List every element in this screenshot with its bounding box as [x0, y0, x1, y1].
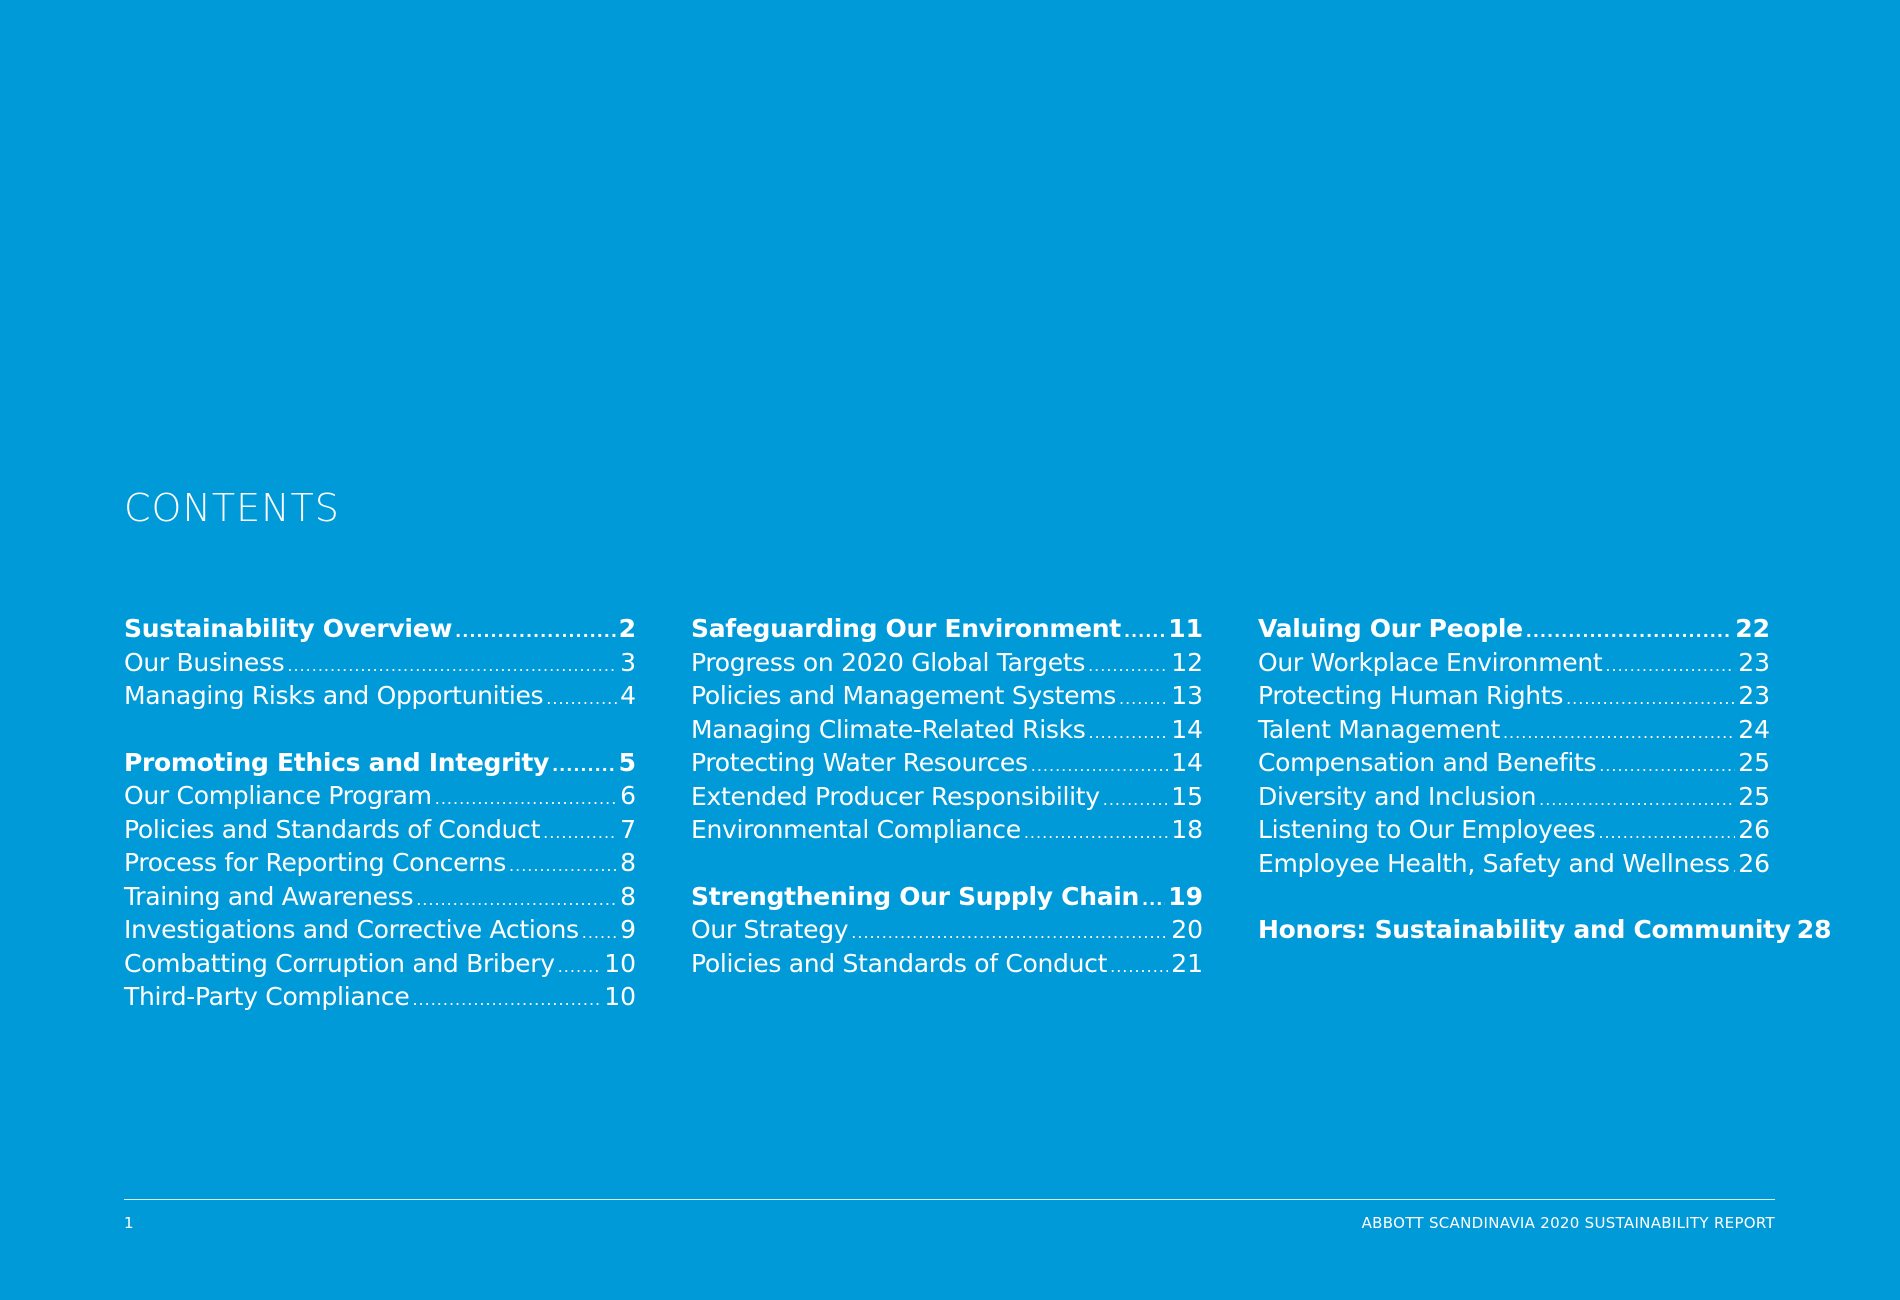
dot-leader [1539, 783, 1735, 817]
toc-column [691, 612, 1203, 1013]
dot-leader [435, 782, 617, 816]
toc-entry[interactable] [691, 947, 1203, 981]
toc-entry-label: Third-Party Compliance [124, 982, 410, 1011]
dot-leader [509, 849, 617, 883]
dot-leader [1526, 615, 1732, 649]
toc-entry[interactable] [691, 646, 1203, 680]
toc-entry-page-number: 14 [1171, 714, 1203, 744]
toc-entry[interactable] [124, 947, 636, 981]
toc-entry-label: Employee Health, Safety and Wellness [1258, 848, 1730, 878]
toc-entry-label: Honors: Sustainability and Community [1258, 915, 1791, 944]
toc-entry-label: Our Business [124, 647, 285, 677]
dot-leader [558, 950, 601, 984]
toc-column [1258, 612, 1832, 980]
toc-entry-page-number: 10 [604, 982, 636, 1011]
toc-entry-label: Managing Climate-Related Risks [691, 714, 1086, 744]
toc-entry-page-number: 23 [1738, 681, 1770, 710]
toc-section-heading[interactable] [124, 612, 636, 646]
toc-section-heading[interactable] [1258, 913, 1832, 947]
toc-entry[interactable] [1258, 646, 1770, 680]
toc-entry-label: Policies and Standards of Conduct [691, 948, 1108, 978]
toc-entry-label: Diversity and Inclusion [1258, 781, 1537, 811]
toc-entry[interactable] [124, 880, 636, 914]
toc-entry-page-number: 3 [620, 647, 636, 677]
toc-entry-label: Safeguarding Our Environment [691, 614, 1121, 643]
toc-entry-page-number: 23 [1738, 647, 1770, 677]
dot-leader [1605, 649, 1735, 683]
toc-entry[interactable] [1258, 780, 1770, 814]
toc-entry-page-number: 24 [1738, 714, 1770, 744]
toc-entry-label: Our Compliance Program [124, 781, 432, 810]
footer-page-number: 1 [124, 1214, 134, 1232]
toc-entry-label: Process for Reporting Concerns [124, 848, 507, 877]
toc-entry[interactable] [1258, 713, 1770, 747]
toc-entry-label: Environmental Compliance [691, 815, 1021, 844]
toc-section [1258, 913, 1832, 947]
dot-leader [1103, 783, 1168, 817]
dot-leader [1599, 749, 1735, 783]
toc-entry[interactable] [124, 679, 636, 713]
dot-leader [1024, 816, 1168, 850]
dot-leader [455, 615, 615, 649]
toc-entry[interactable] [691, 913, 1203, 947]
dot-leader [582, 916, 617, 950]
toc-entry-page-number: 25 [1738, 781, 1770, 811]
toc-entry[interactable] [124, 913, 636, 947]
toc-entry-label: Sustainability Overview [124, 614, 453, 643]
toc-entry-label: Investigations and Corrective Actions [124, 915, 579, 944]
footer-report-title: ABBOTT SCANDINAVIA 2020 SUSTAINABILITY REPORT [1361, 1214, 1775, 1232]
dot-leader [1598, 816, 1735, 850]
toc-column [124, 612, 636, 1047]
dot-leader [1119, 682, 1168, 716]
toc-entry[interactable] [691, 813, 1203, 847]
toc-entry-page-number: 22 [1735, 614, 1770, 643]
toc-entry-label: Training and Awareness [124, 881, 414, 911]
toc-entry-label: Listening to Our Employees [1258, 815, 1596, 844]
toc-entry-page-number: 14 [1171, 748, 1203, 777]
dot-leader [1031, 749, 1168, 783]
dot-leader [552, 749, 616, 783]
toc-entry-label: Policies and Management Systems [691, 681, 1116, 710]
toc-entry[interactable] [691, 746, 1203, 780]
dot-leader [1503, 716, 1735, 750]
toc-entry-label: Our Workplace Environment [1258, 647, 1603, 677]
toc-entry-label: Strengthening Our Supply Chain [691, 881, 1140, 911]
dot-leader [1733, 850, 1736, 884]
toc-entry[interactable] [691, 679, 1203, 713]
toc-entry-page-number: 2 [618, 614, 636, 643]
toc-entry-page-number: 6 [620, 781, 636, 810]
toc-entry[interactable] [124, 779, 636, 813]
toc-entry-page-number: 7 [620, 814, 636, 844]
toc-entry-page-number: 8 [620, 848, 636, 877]
dot-leader [851, 916, 1168, 950]
dot-leader [1124, 615, 1165, 649]
toc-entry[interactable] [1258, 847, 1770, 881]
toc-entry-page-number: 20 [1171, 915, 1203, 944]
toc-entry[interactable] [1258, 679, 1770, 713]
toc-entry-page-number: 5 [618, 747, 636, 777]
toc-entry-label: Our Strategy [691, 915, 849, 944]
dot-leader [287, 649, 617, 683]
dot-leader [546, 682, 617, 716]
toc-section [691, 612, 1203, 847]
toc-entry-label: Promoting Ethics and Integrity [124, 747, 550, 777]
dot-leader [1088, 649, 1168, 683]
toc-entry-page-number: 19 [1168, 881, 1203, 911]
toc-entry-page-number: 15 [1171, 781, 1203, 811]
toc-entry[interactable] [691, 713, 1203, 747]
toc-entry[interactable] [124, 846, 636, 880]
dot-leader [1142, 883, 1165, 917]
dot-leader [416, 883, 617, 917]
toc-entry-page-number: 9 [620, 915, 636, 944]
toc-entry-label: Compensation and Benefits [1258, 748, 1597, 777]
toc-entry-label: Protecting Water Resources [691, 748, 1028, 777]
toc-entry-page-number: 8 [620, 881, 636, 911]
toc-entry-page-number: 25 [1738, 748, 1770, 777]
toc-entry-label: Valuing Our People [1258, 614, 1523, 643]
toc-section [1258, 612, 1770, 880]
toc-entry-page-number: 10 [604, 948, 636, 978]
toc-entry[interactable] [1258, 746, 1770, 780]
toc-entry-label: Protecting Human Rights [1258, 681, 1564, 710]
toc-entry-page-number: 12 [1171, 647, 1203, 677]
page-title: CONTENTS [124, 486, 340, 530]
footer-divider [124, 1199, 1775, 1200]
toc-entry-page-number: 26 [1738, 848, 1770, 878]
toc-entry-label: Managing Risks and Opportunities [124, 681, 544, 710]
toc-entry[interactable] [124, 813, 636, 847]
toc-section [124, 746, 636, 1014]
toc-entry-page-number: 26 [1738, 815, 1770, 844]
toc-entry[interactable] [124, 980, 636, 1014]
toc-section [124, 612, 636, 713]
toc-entry-page-number: 13 [1171, 681, 1203, 710]
dot-leader [1089, 716, 1169, 750]
toc-entry-label: Talent Management [1258, 714, 1500, 744]
toc-entry-label: Extended Producer Responsibility [691, 781, 1100, 811]
toc-entry-page-number: 18 [1171, 815, 1203, 844]
toc-entry[interactable] [1258, 813, 1770, 847]
dot-leader [1566, 682, 1735, 716]
toc-section-heading[interactable] [1258, 612, 1770, 646]
toc-entry[interactable] [691, 780, 1203, 814]
toc-section-heading[interactable] [691, 880, 1203, 914]
dot-leader [1110, 950, 1168, 984]
toc-entry-label: Progress on 2020 Global Targets [691, 647, 1086, 677]
toc-entry-label: Policies and Standards of Conduct [124, 814, 541, 844]
toc-section-heading[interactable] [124, 746, 636, 780]
toc-section-heading[interactable] [691, 612, 1203, 646]
toc-entry-page-number: 4 [620, 681, 636, 710]
dot-leader [412, 983, 601, 1017]
toc-entry-page-number: 11 [1168, 614, 1203, 643]
toc-entry-page-number: 28 [1796, 915, 1832, 944]
toc-entry-label: Combatting Corruption and Bribery [124, 948, 555, 978]
dot-leader [543, 816, 617, 850]
toc-entry[interactable] [124, 646, 636, 680]
toc-entry-page-number: 21 [1171, 948, 1203, 978]
toc-section [691, 880, 1203, 981]
